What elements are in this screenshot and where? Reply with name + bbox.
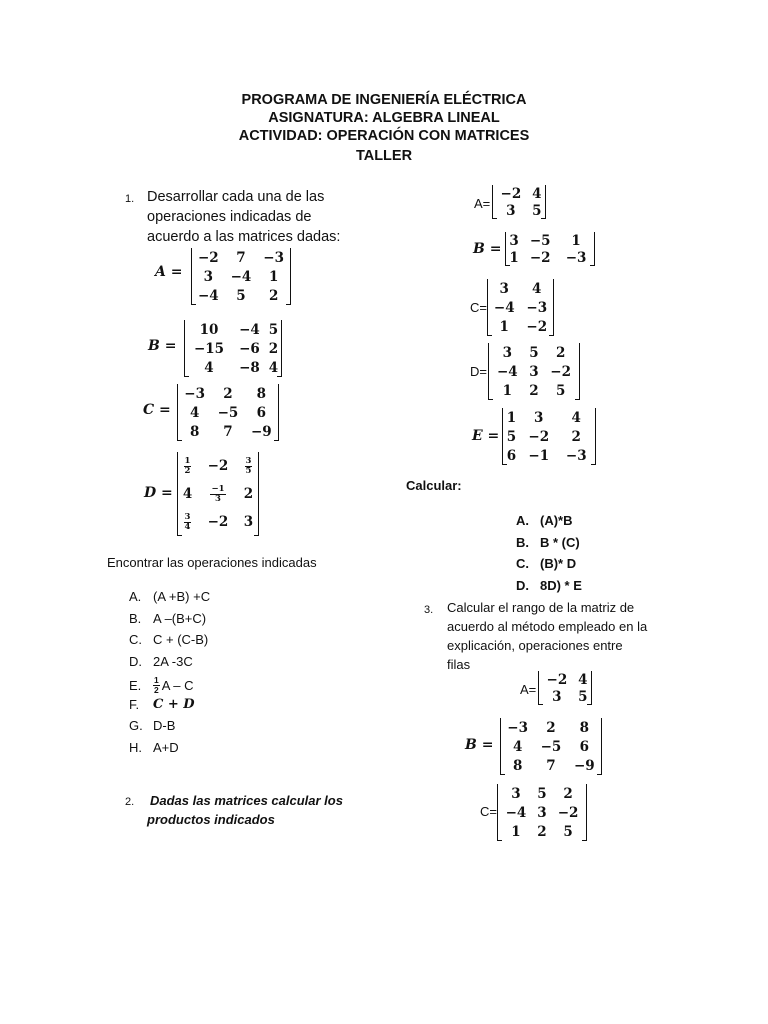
cell: 5 [578, 688, 588, 705]
q2-matrix-e-label: E = [472, 428, 500, 444]
cell: $\frac{1}{2}$ [184, 455, 191, 476]
cell: −4 [496, 363, 518, 380]
cell: 4 [182, 486, 193, 502]
cell: 7 [223, 423, 233, 440]
cell: 4 [571, 409, 581, 426]
cell: −2 [529, 249, 551, 266]
cell: 2 [268, 340, 279, 357]
cell: 4 [189, 404, 200, 421]
cell: 1 [499, 318, 509, 335]
cell: 6 [579, 738, 590, 755]
cell: −4 [230, 268, 252, 285]
title-activity: ACTIVIDAD: OPERACIÓN CON MATRICES [238, 128, 530, 144]
cell: 8 [512, 757, 523, 774]
q1-line3: acuerdo a las matrices dadas: [147, 229, 341, 245]
q3-line1: Calcular el rango de la matriz de [447, 600, 635, 615]
cell: 2 [529, 382, 539, 399]
cell: −4 [505, 804, 527, 821]
cell: −8 [239, 359, 260, 376]
cell: 2 [555, 344, 566, 361]
cell: 3 [509, 232, 519, 249]
cell: 10 [199, 321, 219, 338]
cell: 1 [502, 382, 513, 399]
cell: −3 [526, 299, 548, 316]
cell: 3 [511, 785, 521, 802]
cell: −4 [239, 321, 260, 338]
matrix-a-label: A = [155, 264, 183, 280]
list-item: E. $\frac{1}{2}$ A – C [129, 675, 194, 696]
q2-line1: Dadas las matrices calcular los [150, 793, 343, 808]
q3-matrix-c [497, 784, 587, 841]
q3-matrix-b [500, 718, 602, 775]
q2-matrix-c [487, 279, 554, 336]
cell: 5 [555, 382, 566, 399]
cell: $\frac{3}{5}$ [245, 455, 252, 476]
list-item: C. C + (C-B) [129, 632, 209, 647]
cell: −3 [263, 249, 285, 266]
cell: −2 [500, 185, 522, 202]
cell: −5 [217, 404, 239, 421]
cell: −5 [529, 232, 551, 249]
cell: −9 [573, 757, 595, 774]
q2-matrix-b-label: B = [473, 241, 502, 257]
q2-matrix-e [502, 408, 596, 465]
cell: 3 [534, 409, 544, 426]
title-program: PROGRAMA DE INGENIERÍA ELÉCTRICA [241, 92, 527, 108]
list-item: A. (A)*B [516, 513, 573, 528]
cell: 3 [506, 202, 516, 219]
matrix-a [191, 248, 291, 305]
matrix-b [184, 320, 282, 377]
cell: 2 [268, 287, 279, 304]
cell: −2 [528, 428, 550, 445]
matrix-d-label: D = [144, 485, 173, 501]
list-item: H. A+D [129, 739, 179, 755]
cell: 5 [537, 785, 547, 802]
cell: −3 [184, 385, 206, 402]
q3-number: 3. [424, 604, 434, 616]
cell: −3 [565, 447, 587, 464]
cell: 6 [256, 404, 267, 421]
cell: 5 [563, 823, 573, 840]
cell: 2 [537, 823, 547, 840]
q1-number: 1. [125, 193, 135, 205]
q2-matrix-c-label: C= [470, 300, 487, 315]
cell: 4 [512, 738, 523, 755]
cell: 5 [529, 344, 539, 361]
cell: 1 [268, 268, 279, 285]
cell: 4 [578, 671, 588, 688]
cell: 3 [499, 280, 509, 297]
q3-matrix-b-label: B = [465, 737, 494, 753]
cell: −2 [207, 458, 229, 474]
q2-matrix-d-label: D= [470, 364, 487, 379]
cell: $\frac{3}{4}$ [184, 511, 191, 532]
cell: 5 [532, 202, 542, 219]
list-item: B. A –(B+C) [129, 610, 207, 626]
q1-operations-list [129, 589, 210, 761]
cell: 4 [532, 185, 542, 202]
cell: 8 [189, 423, 200, 440]
matrix-b-label: B = [148, 338, 177, 354]
cell: 3 [537, 804, 547, 821]
q1-find-text: Encontrar las operaciones indicadas [107, 555, 317, 570]
q2-matrix-d [488, 343, 580, 400]
q1-statement [147, 187, 340, 247]
cell: 3 [502, 344, 513, 361]
cell: 1 [506, 409, 517, 426]
q1-line2: operaciones indicadas de [147, 209, 312, 225]
cell: −4 [493, 299, 515, 316]
cell: $\frac{-1}{3}$ [211, 483, 225, 504]
cell: 6 [506, 447, 517, 464]
list-item: C. (B)* D [516, 556, 577, 571]
cell: −2 [207, 514, 229, 530]
q2-line2: productos indicados [147, 812, 275, 827]
cell: −2 [526, 318, 548, 335]
q3-statement [447, 598, 647, 674]
cell: 1 [511, 823, 521, 840]
cell: 3 [552, 688, 562, 705]
list-item: F. C + D [129, 696, 195, 712]
title-workshop: TALLER [355, 148, 413, 164]
q3-matrix-a [538, 671, 592, 705]
cell: 7 [236, 249, 246, 266]
q3-line4: filas [447, 657, 471, 672]
cell: 5 [268, 321, 279, 338]
cell: −5 [540, 738, 562, 755]
cell: −6 [239, 340, 260, 357]
cell: 5 [506, 428, 517, 445]
cell: −9 [250, 423, 272, 440]
q2-matrix-a [492, 185, 546, 219]
cell: 2 [243, 486, 254, 502]
cell: 3 [529, 363, 539, 380]
cell: −4 [197, 287, 219, 304]
title-subject: ASIGNATURA: ALGEBRA LINEAL [268, 110, 500, 126]
list-item: A. (A +B) +C [129, 589, 211, 604]
matrix-c [177, 384, 279, 441]
cell: 7 [546, 757, 556, 774]
cell: 4 [532, 280, 542, 297]
cell: 2 [563, 785, 573, 802]
cell: 8 [579, 719, 590, 736]
q2-matrix-a-label: A= [474, 196, 491, 211]
cell: 4 [204, 359, 214, 376]
cell: 3 [243, 514, 254, 530]
q1-line1: Desarrollar cada una de las [147, 189, 325, 205]
q3-matrix-a-label: A= [520, 682, 537, 697]
q2-matrix-b [505, 232, 595, 266]
cell: 8 [256, 385, 267, 402]
list-item: B. B * (C) [516, 534, 580, 550]
cell: −2 [197, 249, 219, 266]
matrix-d [177, 452, 259, 536]
q3-line2: acuerdo al método empleado en la [447, 619, 648, 634]
list-item: D. 2A -3C [129, 653, 193, 669]
q2-calc-label: Calcular: [406, 478, 462, 493]
q2-operations-list [516, 513, 582, 599]
cell: −3 [507, 719, 529, 736]
cell: 2 [571, 428, 581, 445]
q2-number: 2. [125, 796, 135, 808]
cell: −15 [193, 340, 225, 357]
cell: −2 [557, 804, 579, 821]
cell: 3 [203, 268, 214, 285]
cell: 1 [571, 232, 581, 249]
list-item: G. D-B [129, 718, 176, 733]
list-item: D. 8D) * E [516, 577, 582, 593]
q2-statement [147, 791, 343, 829]
matrix-c-label: C = [143, 402, 171, 418]
cell: −1 [528, 447, 550, 464]
cell: 2 [223, 385, 233, 402]
cell: 2 [546, 719, 556, 736]
cell: 4 [268, 359, 279, 376]
cell: 1 [509, 249, 519, 266]
q3-line3: explicación, operaciones entre [447, 638, 623, 653]
cell: −3 [565, 249, 587, 266]
cell: −2 [546, 671, 568, 688]
cell: −2 [550, 363, 572, 380]
cell: 5 [236, 287, 246, 304]
q3-matrix-c-label: C= [480, 804, 497, 819]
